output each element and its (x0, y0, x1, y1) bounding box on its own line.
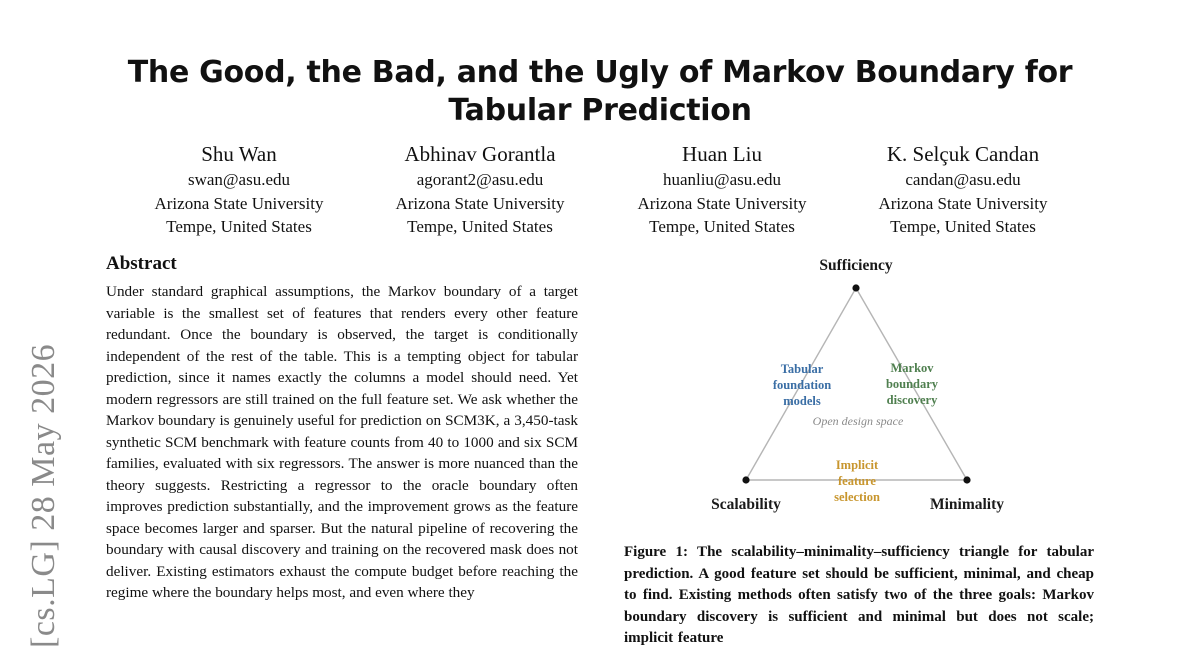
author-location: Tempe, United States (407, 217, 553, 236)
author-location: Tempe, United States (649, 217, 795, 236)
paper-title: The Good, the Bad, and the Ugly of Markov Boundary for Tabular Prediction (127, 55, 1073, 128)
edge-label-left-line: models (783, 394, 821, 408)
vertex-label-scalability: Scalability (711, 496, 781, 513)
author-affiliation: Arizona State University (637, 193, 807, 213)
figure-caption-text: Figure 1: The scalability–minimality–sufficiency triangle for tabular prediction. A good feature set should be sufficient, minimal, and cheap to find. Existing methods often satisfy two of the three goals: Markov boundary discovery is sufficient and minimal but does not scale; implicit feature (624, 544, 1094, 646)
vertex-right-dot (963, 476, 970, 483)
abstract-text: Under standard graphical assumptions, the Markov boundary of a target variable is the smallest set of features that renders every other feature redundant. Once the boundary is observed, the target is conditionally independent of the rest of the table. This is a tempting object for tabular prediction, since it names exactly the columns a model should need. Yet modern regressors are still trained on the full feature set. We ask whether the Markov boundary is genuinely useful for prediction on SCM3K, a 3,450-task synthetic SCM benchmark with feature counts from 40 to 1000 and six SCM families, evaluated with six regressors. The answer is more nuanced than the theory suggests. Restricting a regressor to the oracle boundary often improves prediction substantially, and the improvement grows as the feature space becomes larger and sparser. But the natural pipeline of recovering the boundary with causal discovery and training on the recovered mask does not deliver. Existing estimators exhaust the compute budget before reaching the regime where the boundary helps most, and even where they (106, 283, 578, 601)
edge-label-left (773, 362, 831, 408)
edge-label-bottom-line: selection (834, 490, 880, 504)
vertex-label-minimality: Minimality (929, 496, 1005, 513)
author-block (848, 141, 1078, 239)
author-email[interactable]: candan@asu.edu (905, 170, 1021, 189)
triangle-diagram (620, 250, 1100, 530)
author-affiliation: Arizona State University (395, 193, 565, 213)
author-email[interactable]: agorant2@asu.edu (416, 170, 544, 189)
vertex-label-sufficiency: Sufficiency (819, 257, 893, 274)
vertex-top-dot (852, 284, 859, 291)
vertex-left-dot (742, 476, 749, 483)
edge-label-bottom (834, 458, 880, 504)
edge-label-right-line: discovery (886, 393, 938, 407)
abstract-heading: Abstract (106, 253, 177, 274)
author-name: Abhinav Gorantla (404, 142, 556, 166)
author-block (365, 141, 595, 239)
edge-label-right (886, 361, 939, 407)
edge-label-left-line: foundation (772, 378, 832, 392)
author-block (124, 141, 354, 239)
author-name: K. Selçuk Candan (886, 142, 1040, 166)
edge-label-left-line: Tabular (780, 362, 824, 376)
figure-triangle (620, 250, 1100, 530)
author-block (607, 141, 837, 239)
author-name: Shu Wan (201, 142, 277, 166)
author-name: Huan Liu (682, 142, 762, 166)
edge-label-bottom-line: feature (838, 474, 876, 488)
author-affiliation: Arizona State University (154, 193, 324, 213)
edge-label-bottom-line: Implicit (835, 458, 879, 472)
figure-caption (624, 542, 1094, 650)
author-email[interactable]: swan@asu.edu (187, 170, 291, 189)
edge-label-right-line: Markov (890, 361, 934, 375)
author-location: Tempe, United States (166, 217, 312, 236)
author-email[interactable]: huanliu@asu.edu (662, 170, 782, 189)
edge-label-right-line: boundary (885, 377, 939, 391)
arxiv-side-stamp: [cs.LG] 28 May 2026 (25, 343, 62, 648)
author-location: Tempe, United States (890, 217, 1036, 236)
author-affiliation: Arizona State University (878, 193, 1048, 213)
center-label: Open design space (812, 414, 904, 428)
